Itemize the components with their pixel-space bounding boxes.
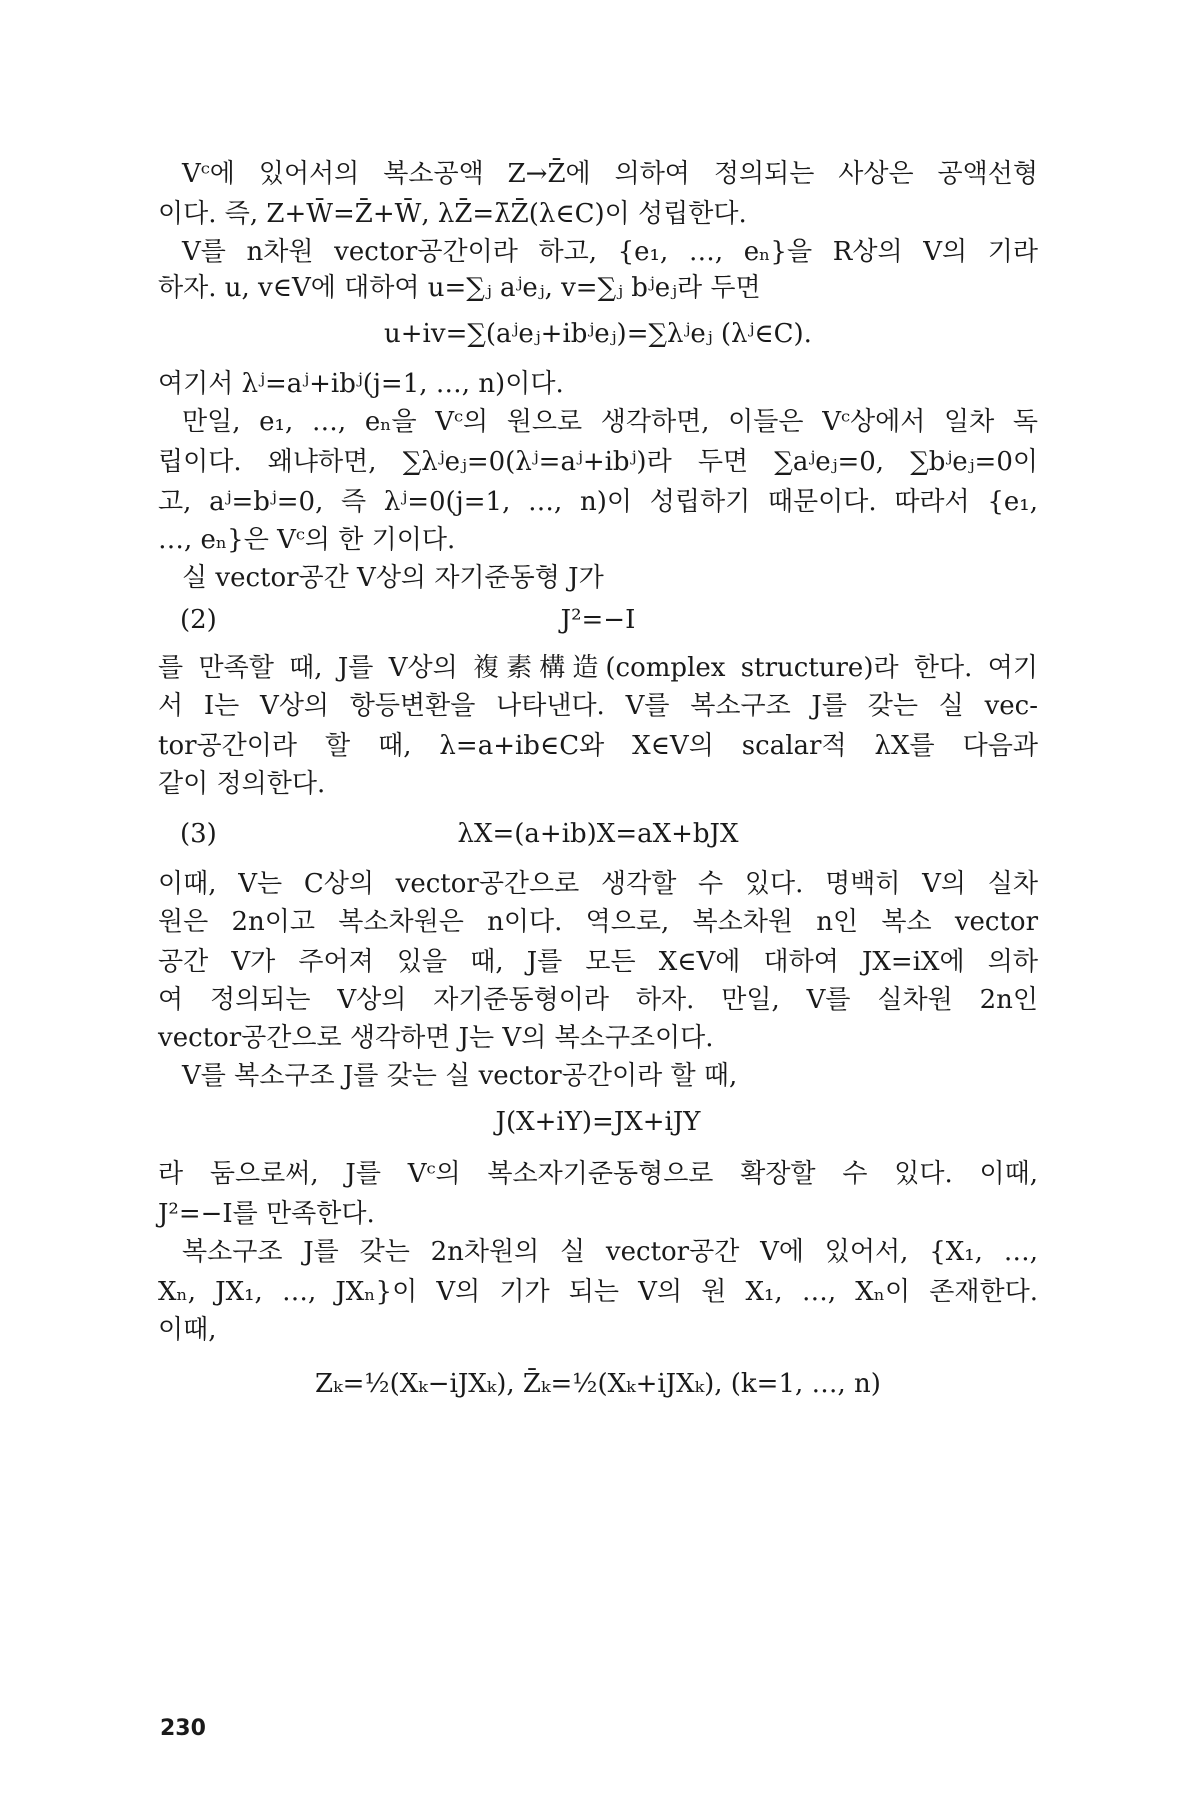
text-line: 이다. 즉, Z+W̄=Z̄+W̄, λZ̄=λ̄Z̄(λ∈C)이 성립한다.	[158, 199, 747, 229]
equation: Zₖ=½(Xₖ−iJXₖ), Z̄ₖ=½(Xₖ+iJXₖ), (k=1, …, n)	[315, 1369, 881, 1399]
equation: u+iv=∑(aʲeⱼ+ibʲeⱼ)=∑λʲeⱼ (λʲ∈C).	[384, 319, 812, 349]
text-line: 실 vector공간 V상의 자기준동형 J가	[182, 563, 604, 593]
text-line: …, eₙ}은 Vᶜ의 한 기이다.	[158, 525, 456, 555]
page-number: 230	[160, 1716, 206, 1741]
text-line: J²=−I를 만족한다.	[158, 1199, 375, 1229]
text-line: 여기서 λʲ=aʲ+ibʲ(j=1, …, n)이다.	[158, 369, 564, 399]
text-line: 이때, V는 C상의 vector공간으로 생각할 수 있다. 명백히 V의 실차	[158, 869, 1038, 899]
text-line: 립이다. 왜냐하면, ∑λʲeⱼ=0(λʲ=aʲ+ibʲ)라 두면 ∑aʲeⱼ=0, ∑bʲeⱼ=0이	[158, 447, 1038, 477]
equation-label: (3)	[180, 819, 217, 849]
equation: J²=−I	[560, 605, 636, 635]
text-line: 만일, e₁, …, eₙ을 Vᶜ의 원으로 생각하면, 이들은 Vᶜ상에서 일차 독	[182, 407, 1038, 437]
equation: J(X+iY)=JX+iJY	[495, 1107, 701, 1137]
text-line: 같이 정의한다.	[158, 769, 326, 799]
text-line: 를 만족할 때, J를 V상의 複素構造(complex structure)라 한다. 여기	[158, 653, 1038, 683]
text-line: V를 복소구조 J를 갖는 실 vector공간이라 할 때,	[182, 1061, 738, 1091]
text-line: 서 I는 V상의 항등변환을 나타낸다. V를 복소구조 J를 갖는 실 vec-	[158, 691, 1038, 721]
text-line: 고, aʲ=bʲ=0, 즉 λʲ=0(j=1, …, n)이 성립하기 때문이다. 따라서 {e₁,	[158, 487, 1038, 517]
text-line: 공간 V가 주어져 있을 때, J를 모든 X∈V에 대하여 JX=iX에 의하	[158, 947, 1038, 977]
text-line: vector공간으로 생각하면 J는 V의 복소구조이다.	[158, 1023, 714, 1053]
text-line: V를 n차원 vector공간이라 하고, {e₁, …, eₙ}을 R상의 V의 기라	[182, 237, 1038, 267]
text-line: 여 정의되는 V상의 자기준동형이라 하자. 만일, V를 실차원 2n인	[158, 985, 1038, 1015]
text-line: 이때,	[158, 1315, 217, 1345]
text-line: Xₙ, JX₁, …, JXₙ}이 V의 기가 되는 V의 원 X₁, …, Xₙ이 존재한다.	[158, 1277, 1038, 1307]
text-line: 하자. u, v∈V에 대하여 u=∑ⱼ aʲeⱼ, v=∑ⱼ bʲeⱼ라 두면	[158, 273, 761, 303]
text-line: 라 둠으로써, J를 Vᶜ의 복소자기준동형으로 확장할 수 있다. 이때,	[158, 1159, 1038, 1189]
text-line: Vᶜ에 있어서의 복소공액 Z→Z̄에 의하여 정의되는 사상은 공액선형	[182, 159, 1038, 189]
equation-label: (2)	[180, 605, 217, 635]
text-line: 원은 2n이고 복소차원은 n이다. 역으로, 복소차원 n인 복소 vector	[158, 907, 1038, 937]
equation: λX=(a+ib)X=aX+bJX	[457, 819, 739, 849]
text-line: 복소구조 J를 갖는 2n차원의 실 vector공간 V에 있어서, {X₁, …,	[182, 1237, 1038, 1267]
text-line: tor공간이라 할 때, λ=a+ib∈C와 X∈V의 scalar적 λX를 다음과	[158, 731, 1038, 761]
